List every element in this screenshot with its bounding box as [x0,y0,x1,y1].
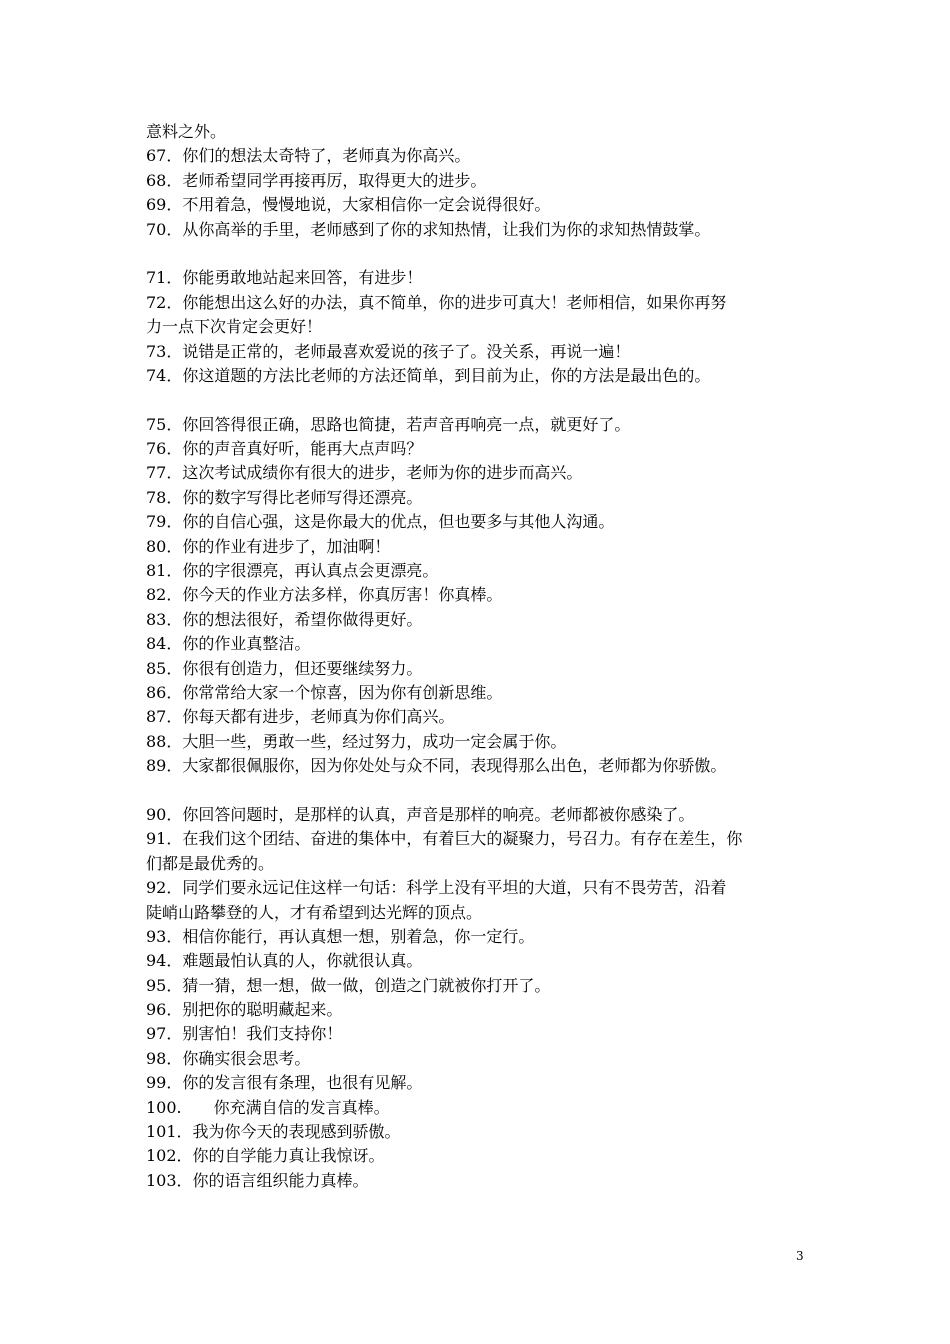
text-line: 102．你的自学能力真让我惊讶。 [146,1146,385,1166]
text-line: 72．你能想出这么好的办法，真不简单，你的进步可真大！老师相信，如果你再努 [146,292,727,312]
text-line: 88．大胆一些，勇敢一些，经过努力，成功一定会属于你。 [146,731,567,751]
text-line: 79．你的自信心强，这是你最大的优点，但也要多与其他人沟通。 [146,512,615,532]
text-line: 97．别害怕！我们支持你！ [146,1024,343,1044]
text-line: 76．你的声音真好听，能再大点声吗？ [146,439,423,459]
text-line: 94．难题最怕认真的人，你就很认真。 [146,951,423,971]
text-line: 86．你常常给大家一个惊喜，因为你有创新思维。 [146,682,503,702]
text-line: 100. 你充满自信的发言真棒。 [146,1097,390,1117]
text-line: 意料之外。 [146,122,227,141]
text-line: 101．我为你今天的表现感到骄傲。 [146,1122,401,1142]
text-line: 84．你的作业真整洁。 [146,634,311,654]
page-number: 3 [796,1249,804,1263]
text-line: 92．同学们要永远记住这样一句话：科学上没有平坦的大道，只有不畏劳苦，沿着 [146,878,727,898]
text-line: 85．你很有创造力，但还要继续努力。 [146,658,423,678]
text-line: 87．你每天都有进步，老师真为你们高兴。 [146,707,455,727]
text-line: 71．你能勇敢地站起来回答，有进步！ [146,268,423,288]
text-line: 103．你的语言组织能力真棒。 [146,1170,369,1190]
text-line: 70．从你高举的手里，老师感到了你的求知热情，让我们为你的求知热情鼓掌。 [146,219,711,239]
text-line: 陡峭山路攀登的人，才有希望到达光辉的顶点。 [146,902,483,922]
text-line: 82．你今天的作业方法多样，你真厉害！你真棒。 [146,585,503,605]
text-line: 78．你的数字写得比老师写得还漂亮。 [146,487,423,507]
blank-line [146,242,814,266]
text-line: 98．你确实很会思考。 [146,1048,311,1068]
text-line: 67．你们的想法太奇特了，老师真为你高兴。 [146,146,471,166]
blank-line [146,388,814,412]
text-line: 们都是最优秀的。 [146,853,275,873]
text-line: 75．你回答得很正确，思路也简捷，若声音再响亮一点，就更好了。 [146,414,631,434]
text-line: 90．你回答问题时，是那样的认真，声音是那样的响亮。老师都被你感染了。 [146,804,695,824]
text-line: 69．不用着急，慢慢地说，大家相信你一定会说得很好。 [146,195,551,215]
text-line: 力一点下次肯定会更好！ [146,317,323,337]
text-line: 95．猜一猜，想一想，做一做，创造之门就被你打开了。 [146,975,551,995]
blank-line [146,779,814,803]
text-line: 68．老师希望同学再接再厉，取得更大的进步。 [146,170,487,190]
text-line: 99．你的发言很有条理，也很有见解。 [146,1073,423,1093]
document-body [146,120,814,1193]
text-line: 93．相信你能行，再认真想一想，别着急，你一定行。 [146,926,535,946]
text-line: 74．你这道题的方法比老师的方法还简单，到目前为止，你的方法是最出色的。 [146,365,711,385]
text-line: 80．你的作业有进步了，加油啊！ [146,536,391,556]
text-line: 89．大家都很佩服你，因为你处处与众不同，表现得那么出色，老师都为你骄傲。 [146,756,727,776]
text-line: 83．你的想法很好，希望你做得更好。 [146,609,423,629]
text-line: 73．说错是正常的，老师最喜欢爱说的孩子了。没关系，再说一遍！ [146,341,631,361]
text-line: 77．这次考试成绩你有很大的进步，老师为你的进步而高兴。 [146,463,583,483]
text-line: 96．别把你的聪明藏起来。 [146,1000,343,1020]
text-line: 91．在我们这个团结、奋进的集体中，有着巨大的凝聚力，号召力。有存在差生，你 [146,829,743,849]
text-line: 81．你的字很漂亮，再认真点会更漂亮。 [146,561,439,581]
